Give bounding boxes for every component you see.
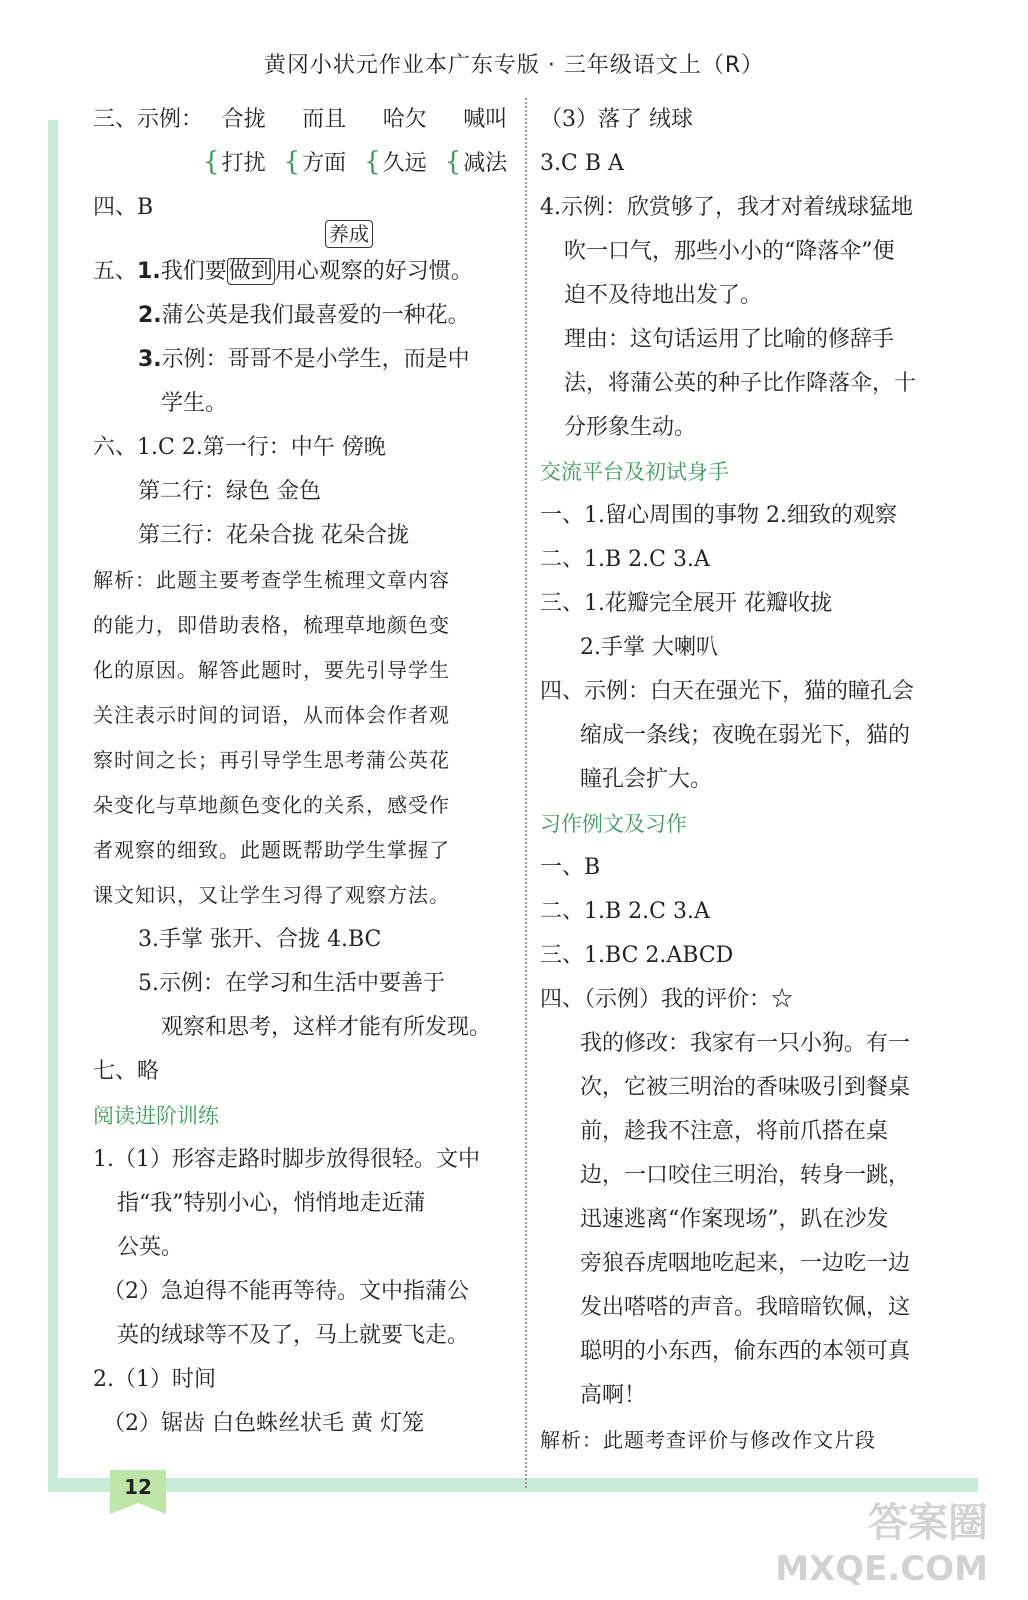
answer-line: 聪明的小东西，偷东西的本领可真 (580, 1339, 911, 1364)
word-pair: {哈欠 久远 (364, 107, 427, 177)
answer-line: 我的修改：我家有一只小狗。有一 (580, 1031, 911, 1056)
word: 打扰 (221, 151, 266, 176)
word: 哈欠 (382, 107, 427, 132)
boxed-word: 做到 (228, 259, 273, 284)
answer-line: 瞳孔会扩大。 (580, 767, 713, 792)
answer-line: 3.示例：哥哥不是小学生，而是中 (138, 347, 470, 372)
section-heading-reading: 阅读进阶训练 (93, 1104, 219, 1128)
analysis-line: 解析：此题主要考查学生梳理文章内容 (93, 568, 450, 592)
answer-line: 三、1.花瓣完全展开 花瓣收拢 (540, 591, 832, 616)
section-heading-writing: 习作例文及习作 (540, 812, 687, 836)
page-number: 12 (124, 1475, 152, 1499)
answer-line: 4.示例：欣赏够了，我才对着绒球猛地 (540, 195, 913, 220)
word: 减法 (463, 151, 508, 176)
answer-line: 三、1.BC 2.ABCD (540, 943, 734, 968)
answer-line: 理由：这句话运用了比喻的修辞手 (564, 327, 895, 352)
answer-line: 学生。 (161, 391, 228, 416)
word: 而且 (302, 107, 347, 132)
answer-line: 迫不及待地出发了。 (564, 283, 763, 308)
word: 方面 (302, 151, 347, 176)
answer-line: 六、1.C 2.第一行：中午 傍晚 (93, 435, 386, 460)
section-3-synonyms (93, 98, 513, 186)
answer-line: 迅速逃离“作案现场”，趴在沙发 (580, 1207, 889, 1232)
correction-annotation: 养成 (325, 220, 373, 248)
section-label: 三、示例： (93, 107, 204, 132)
answer-line: 1.（1）形容走路时脚步放得很轻。文中 (93, 1147, 480, 1172)
answer-line: 二、1.B 2.C 3.A (540, 547, 710, 572)
analysis-block (93, 558, 513, 918)
section-heading-exchange: 交流平台及初试身手 (540, 460, 729, 484)
word-pair: {合拢 打扰 (203, 107, 266, 177)
answer-line: 公英。 (117, 1235, 184, 1260)
analysis-line: 解析：此题考查评价与修改作文片段 (540, 1428, 876, 1452)
answer-line: 前，趁我不注意，将前爪搭在桌 (580, 1119, 889, 1144)
analysis-line: 的能力，即借助表格，梳理草地颜色变 (93, 613, 450, 637)
right-column (540, 98, 960, 1463)
answer-line: 观察和思考，这样才能有所发现。 (161, 1015, 492, 1040)
analysis-line: 者观察的细致。此题既帮助学生掌握了 (93, 838, 450, 862)
answer-line: 第三行：花朵合拢 花朵合拢 (138, 523, 409, 548)
analysis-line: 察时间之长；再引导学生思考蒲公英花 (93, 748, 450, 772)
answer-line: 二、1.B 2.C 3.A (540, 899, 710, 924)
answer-line: 养成 五、1.我们要做到用心观察的好习惯。 (93, 222, 473, 284)
word-pair: {喊叫 减法 (444, 107, 508, 177)
answer-line: 次，它被三明治的香味吸引到餐桌 (580, 1075, 911, 1100)
column-divider (525, 98, 527, 1488)
answer-line: 高啊！ (580, 1383, 647, 1408)
left-column (93, 98, 513, 1446)
answer-line: 四、示例：白天在强光下，猫的瞳孔会 (540, 679, 915, 704)
answer-line: 2.手掌 大喇叭 (580, 635, 718, 660)
answer-line: 3.手掌 张开、合拢 4.BC (138, 927, 382, 952)
answer-line: 第二行：绿色 金色 (138, 479, 321, 504)
answer-line: 四、（示例）我的评价：☆ (540, 987, 794, 1012)
answer-line: 2.（1）时间 (93, 1367, 216, 1392)
answer-line: 指“我”特别小心，悄悄地走近蒲 (117, 1191, 426, 1216)
decorative-side-bar (48, 120, 58, 1490)
word: 喊叫 (463, 107, 508, 132)
answer-line: 一、1.留心周围的事物 2.细致的观察 (540, 503, 897, 528)
answer-line: （3）落了 绒球 (540, 107, 693, 132)
answer-line: （2）急迫得不能再等待。文中指蒲公 (103, 1279, 469, 1304)
word: 合拢 (221, 107, 266, 132)
answer-line: 分形象生动。 (564, 415, 697, 440)
word: 久远 (382, 151, 427, 176)
answer-line: 5.示例：在学习和生活中要善于 (138, 971, 445, 996)
answer-line: 边，一口咬住三明治，转身一跳， (580, 1163, 911, 1188)
answer-line: （2）锯齿 白色蛛丝状毛 黄 灯笼 (103, 1411, 424, 1436)
answer-line: 旁狼吞虎咽地吃起来，一边吃一边 (580, 1251, 911, 1276)
answer-line: 发出嗒嗒的声音。我暗暗钦佩，这 (580, 1295, 911, 1320)
word-pair: {而且 方面 (283, 107, 347, 177)
answer-line: 法，将蒲公英的种子比作降落伞，十 (564, 371, 917, 396)
answer-line: 2.蒲公英是我们最喜爱的一种花。 (138, 303, 470, 328)
decorative-bottom-bar (48, 1478, 978, 1492)
answer-line: 一、B (540, 855, 601, 880)
page-header: 黄冈小状元作业本广东专版 · 三年级语文上（R） (263, 53, 765, 78)
answer-line: 缩成一条线；夜晚在弱光下，猫的 (580, 723, 911, 748)
analysis-line: 朵变化与草地颜色变化的关系，感受作 (93, 793, 450, 817)
analysis-line: 课文知识，又让学生习得了观察方法。 (93, 883, 450, 907)
answer-line: 四、B (93, 195, 154, 220)
answer-line: 吹一口气，那些小小的“降落伞”便 (564, 239, 895, 264)
answer-line: 七、略 (93, 1059, 160, 1084)
answer-line: 3.C B A (540, 151, 624, 176)
analysis-line: 化的原因。解答此题时，要先引导学生 (93, 658, 450, 682)
answer-line: 英的绒球等不及了，马上就要飞走。 (117, 1323, 470, 1348)
analysis-line: 关注表示时间的词语，从而体会作者观 (93, 703, 450, 727)
watermark-logo: 答案圈 MXQE.COM (775, 1500, 988, 1589)
